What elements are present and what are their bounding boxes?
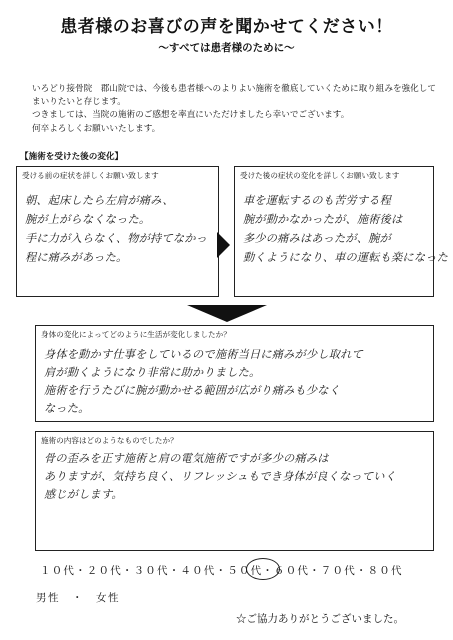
arrow-right-icon — [217, 232, 230, 258]
intro-line: まいりたいと存じます。 — [32, 97, 126, 108]
intro-line: いろどり接骨院 郡山院では、今後も患者様へのよりよい施術を徹底していくために取り組みを強化して — [32, 84, 436, 94]
section-label: 【施術を受けた後の変化】 — [20, 152, 124, 162]
thanks-message: ☆ご協力ありがとうございました。 — [236, 613, 404, 625]
page-title: 患者様のお喜びの声を聞かせてください！ — [60, 17, 393, 37]
answer-line: 施術を行うたびに腕が動かせる範囲が広がり痛みも少なく — [44, 384, 341, 397]
treatment-content-box — [35, 431, 434, 551]
answer-line: 感じがします。 — [44, 488, 123, 501]
answer-line: 腕が上がらなくなった。 — [25, 213, 151, 226]
intro-line: 何卒よろしくお願いいたします。 — [32, 123, 161, 134]
before-symptoms-answer — [25, 191, 212, 267]
answer-line: 車を運転するのも苦労する程 — [243, 194, 392, 207]
after-symptoms-label: 受けた後の症状の変化を詳しくお願い致します — [240, 171, 400, 180]
life-change-box — [35, 325, 434, 422]
arrow-down-icon — [187, 305, 267, 322]
intro-line: つきましては、当院の施術のご感想を率直にいただけましたら幸いでございます。 — [32, 110, 350, 121]
treatment-content-label: 施術の内容はどのようなものでしたか？ — [41, 436, 178, 445]
answer-line: 腕が動かなかったが、施術後は — [243, 213, 403, 226]
selected-age-circle — [246, 558, 280, 580]
answer-line: 程に痛みがあった。 — [25, 251, 128, 264]
intro-text — [32, 83, 436, 136]
page-subtitle: ～すべては患者様のために～ — [158, 42, 295, 54]
before-symptoms-label: 受ける前の症状を詳しくお願い致します — [22, 171, 159, 180]
gender-options: 男性 ・ 女性 — [36, 592, 120, 604]
answer-line: 肩が動くようになり非常に助かりました。 — [44, 366, 261, 379]
answer-line: 手に力が入らなく、物が持てなかっ — [25, 232, 207, 245]
answer-line: 身体を動かす仕事をしているので施術当日に痛みが少し取れて — [44, 348, 363, 361]
after-symptoms-answer — [243, 191, 448, 267]
answer-line: なった。 — [44, 402, 90, 415]
life-change-label: 身体の変化によってどのように生活が変化しましたか？ — [41, 330, 231, 339]
age-options: １０代・２０代・３０代・４０代・５０代・６０代・７０代・８０代 — [40, 565, 403, 577]
treatment-content-answer — [44, 450, 427, 504]
answer-line: 朝、起床したら左肩が痛み、 — [25, 194, 174, 207]
answer-line: 骨の歪みを正す施術と肩の電気施術ですが多少の痛みは — [44, 452, 329, 465]
before-symptoms-box — [16, 166, 219, 297]
answer-line: 多少の痛みはあったが、腕が — [243, 232, 391, 245]
answer-line: ありますが、気持ち良く、リフレッシュもでき身体が良くなっていく — [44, 470, 397, 483]
after-symptoms-box — [234, 166, 448, 297]
life-change-answer — [44, 346, 427, 418]
answer-line: 動くようになり、車の運転も楽になった — [243, 251, 448, 264]
